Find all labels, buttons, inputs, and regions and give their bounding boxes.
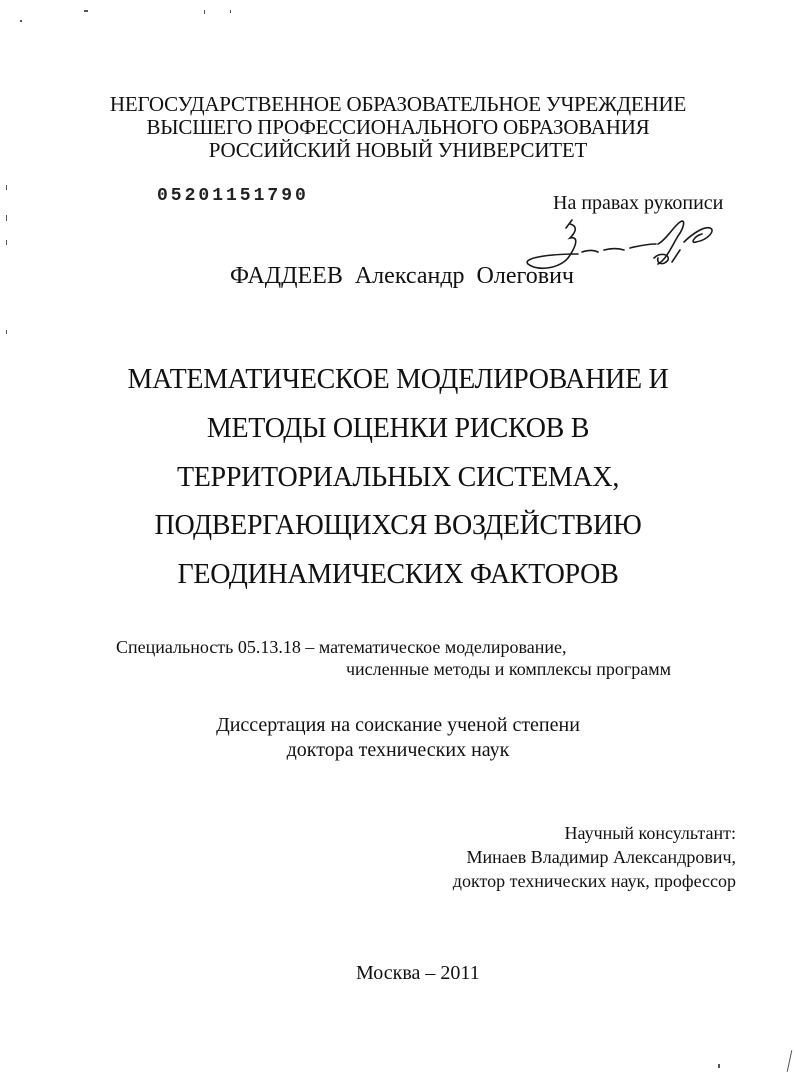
institution-line-1: НЕГОСУДАРСТВЕННОЕ ОБРАЗОВАТЕЛЬНОЕ УЧРЕЖДЕНИЕ xyxy=(109,92,687,116)
consultant-name: Минаев Владимир Александрович, xyxy=(466,847,736,867)
scan-speck xyxy=(6,240,7,245)
scan-speck xyxy=(204,10,205,14)
institution-line-2: ВЫСШЕГО ПРОФЕССИОНАЛЬНОГО ОБРАЗОВАНИЯ xyxy=(146,115,650,139)
registration-number: 05201151790 xyxy=(157,186,309,206)
institution-line-3: РОССИЙСКИЙ НОВЫЙ УНИВЕРСИТЕТ xyxy=(208,138,588,162)
city-year: Москва – 2011 xyxy=(356,962,480,984)
scan-speck xyxy=(6,185,7,190)
scan-speck xyxy=(84,10,88,12)
scan-speck xyxy=(6,215,7,221)
rights-note: На правах рукописи xyxy=(553,192,724,214)
dissertation-line-2: доктора технических наук xyxy=(286,739,510,761)
scan-speck xyxy=(718,1064,720,1068)
specialty-line-1: Специальность 05.13.18 – математическое моделирование, xyxy=(116,637,567,657)
consultant-degree: доктор технических наук, профессор xyxy=(452,871,736,891)
scan-speck xyxy=(787,1050,793,1072)
consultant-label: Научный консультант: xyxy=(564,823,736,843)
scan-speck xyxy=(20,20,22,22)
title-line-3: ТЕРРИТОРИАЛЬНЫХ СИСТЕМАХ, xyxy=(176,462,620,493)
dissertation-line-1: Диссертация на соискание ученой степени xyxy=(216,714,580,736)
title-line-4: ПОДВЕРГАЮЩИХСЯ ВОЗДЕЙСТВИЮ xyxy=(154,510,642,541)
author-name: ФАДДЕЕВ Александр Олегович xyxy=(230,263,574,289)
specialty-line-2: численные методы и комплексы программ xyxy=(346,659,672,679)
title-line-5: ГЕОДИНАМИЧЕСКИХ ФАКТОРОВ xyxy=(177,559,619,590)
title-line-2: МЕТОДЫ ОЦЕНКИ РИСКОВ В xyxy=(206,413,590,444)
scan-speck xyxy=(6,330,7,334)
scan-speck xyxy=(230,10,231,13)
title-line-1: МАТЕМАТИЧЕСКОЕ МОДЕЛИРОВАНИЕ И xyxy=(127,364,669,395)
